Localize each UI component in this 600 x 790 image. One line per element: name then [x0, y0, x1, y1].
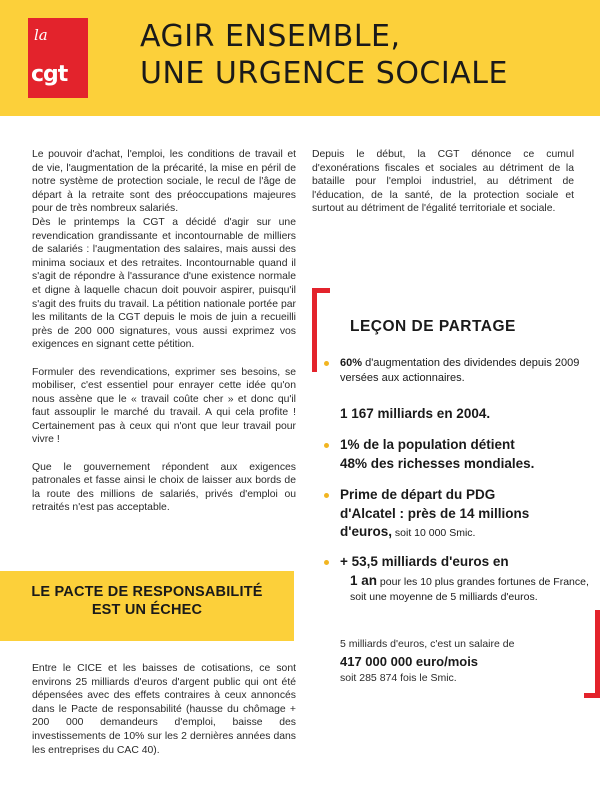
bullet-1-text: [340, 356, 590, 385]
right-column: [312, 148, 574, 230]
lecon-bullet-1: [324, 356, 590, 385]
salaire-line-1: 5 milliards d'euros, c'est un salaire de: [340, 638, 515, 650]
bullet-4-text: [340, 553, 590, 605]
left-paragraph-3: Que le gouvernement répondent aux exigences patronales et fasse ainsi le choix de laisser aux bords de la route des millions de salariés, privés d'emploi ou retraités n'est pas acceptable.: [32, 461, 296, 514]
pacte-banner: [0, 571, 294, 641]
header-banner: [0, 0, 600, 116]
lecon-bullet-4: [324, 553, 590, 605]
millions-figure: 1 167 milliards en 2004.: [340, 406, 491, 421]
lecon-bullet-2: [324, 436, 590, 473]
pacte-body: [32, 662, 296, 771]
bullet-2-text: [340, 436, 590, 473]
logo-cgt-text: cgt: [31, 62, 68, 87]
red-bracket-right: [595, 610, 600, 698]
left-paragraph-2: Formuler des revendications, exprimer ses besoins, se mobiliser, c'est essentiel pour enrayer cette idée qu'on nous assène que le « travail coûte cher » et donc qu'il faut assouplir le marché du travail. A qui cela profite ! Certainement pas à ceux qui n'ont que leur travail pour vivre !: [32, 366, 296, 446]
page-title: [140, 18, 508, 92]
bullet-3-line-1: Prime de départ du PDG: [340, 487, 496, 502]
bullet-2-line-2: 48% des richesses mondiales.: [340, 455, 535, 471]
pacte-title: [0, 583, 294, 619]
lecon-bullet-3: [324, 486, 590, 543]
page-title-line-2: UNE URGENCE SOCIALE: [140, 56, 508, 91]
left-paragraph-1b: Dès le printemps la CGT a décidé d'agir sur une revendication grandissante et incontournable de milliers de salariés : l'augmentation des salaires, mais aussi des minima sociaux et des retraites. Incontournable quand il s'agit de répondre à l'assurance d'une existence normale et digne à laquelle chacun doit pouvoir aspirer, puisqu'il s'agit des fruits du travail. La pétition nationale portée par les militants de la CGT depuis le mois de juin a recueilli près de 200 000 signatures, vous aussi exprimez vos exigences en signant cette pétition.: [32, 216, 296, 351]
bullet-3-line-3: d'euros,: [340, 524, 392, 539]
left-paragraph-1: Le pouvoir d'achat, l'emploi, les conditions de travail et de vie, l'augmentation de la précarité, la mise en péril de notre système de protection sociale, le recul de l'âge de départ à la retraite sont des préoccupations majeures pour de très nombreux salariés.: [32, 149, 296, 215]
bullet-4-big: 1 an: [350, 572, 378, 588]
page-title-line-1: AGIR ENSEMBLE,: [140, 19, 401, 54]
bullet-3-line-2: d'Alcatel : près de 14 millions: [340, 505, 530, 521]
salaire-amount: 417 000 000 euro/mois: [340, 654, 479, 669]
right-paragraph-1: Depuis le début, la CGT dénonce ce cumul d'exonérations fiscales et sociales au détriment de la bataille pour l'emploi industriel, au détriment de l'éducation, de la santé, de la protection sociale et surtout au détriment de l'égalité territoriale et sociale.: [312, 149, 574, 215]
bullet-3-text: [340, 486, 590, 543]
bullet-1-bold: 60%: [340, 357, 363, 369]
salaire-block: [340, 637, 514, 686]
cgt-logo: [28, 18, 88, 98]
logo-la-text: la: [34, 26, 48, 44]
red-bracket-left: [312, 288, 317, 372]
left-column: [32, 148, 296, 529]
pacte-body-text: Entre le CICE et les baisses de cotisations, ce sont environs 25 milliards d'euros d'argent public qui ont été dépensées avec des effets contraires à ceux annoncés dans le Pacte de responsabilité (hausse du chômage + 200 000 demandeurs d'emploi, baisse des investissements de 10% sur les 2 dernières années dans les entreprises du CAC 40).: [32, 663, 296, 756]
bullet-2-line-1: 1% de la population détient: [340, 437, 515, 452]
salaire-line-3: soit 285 874 fois le Smic.: [340, 672, 457, 684]
bullet-dot-icon: [324, 560, 329, 565]
bullet-4-line-1: + 53,5 milliards d'euros en: [340, 554, 509, 569]
bullet-1-rest: d'augmentation des dividendes depuis 2009 versées aux actionnaires.: [340, 357, 580, 384]
bullet-4-small: pour les 10 plus grandes fortunes de France, soit une moyenne de 5 milliards d'euros.: [350, 575, 589, 603]
bullet-dot-icon: [324, 493, 329, 498]
pacte-title-line-1: LE PACTE DE RESPONSABILITÉ: [31, 584, 263, 600]
bullet-dot-icon: [324, 361, 329, 366]
pacte-title-line-2: EST UN ÉCHEC: [91, 602, 203, 618]
bullet-3-small: soit 10 000 Smic.: [391, 527, 476, 539]
lecon-title: LEÇON DE PARTAGE: [350, 318, 516, 335]
bullet-dot-icon: [324, 443, 329, 448]
